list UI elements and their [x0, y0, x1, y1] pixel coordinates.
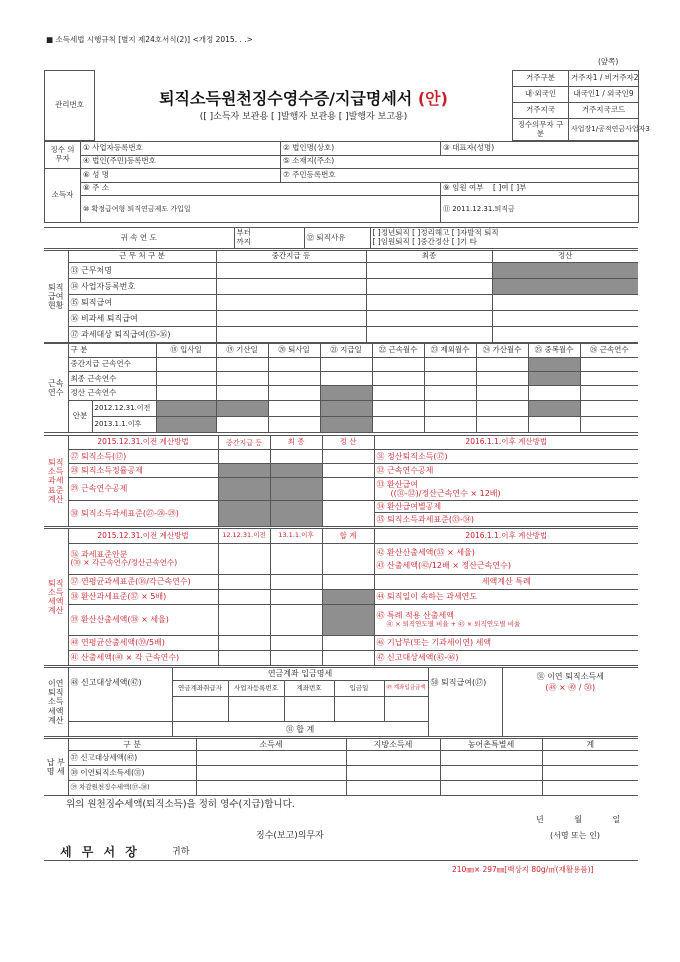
tc-row-40: ㊵ 연평균산출세액(㊴/5배) — [68, 635, 218, 650]
payer-address[interactable]: ⑤ 소재지(주소) — [281, 155, 639, 169]
tax-base-section — [44, 436, 68, 527]
tb-row-28: ㉘ 퇴직소득정률공제 — [68, 464, 218, 478]
reason-options[interactable] — [370, 228, 638, 249]
pension-header: 연금계좌 입금명세 — [172, 668, 428, 681]
col-service-months: ㉒ 근속월수 — [372, 344, 424, 358]
executive-flag[interactable] — [441, 182, 639, 196]
payer-type-value[interactable]: 사업장1/공적연금사업자3 — [569, 119, 639, 141]
tc-left-header: 2015.12.31.이전 계산방법 — [68, 529, 218, 544]
signature-note: (서명 또는 인) — [550, 831, 600, 840]
recipient-label: 소득자 — [45, 169, 81, 223]
recipient-rrn[interactable]: ⑦ 주민등록번호 — [281, 169, 639, 183]
tb-row-27: ㉗ 퇴직소득(⑰) — [68, 450, 218, 464]
pre-2012-pay[interactable]: ⑪ 2011.12.31.퇴직금 — [441, 196, 639, 223]
footer-divider — [44, 860, 638, 861]
pension-account-no: 계좌번호 — [284, 680, 334, 697]
recipient-name[interactable]: ⑥ 성 명 — [81, 169, 281, 183]
payment-row-54: ㊴ 차감원천징수세액(㊲-㊳) — [68, 781, 196, 796]
period-range[interactable] — [234, 228, 304, 249]
tb-row-31: ㉛ 정산퇴직소득(⑰) — [374, 450, 638, 464]
row-nontaxable: ⑯ 비과세 퇴직급여 — [68, 311, 216, 327]
tb-row-33 — [374, 478, 638, 500]
reason-other[interactable]: [ ]기 타 — [451, 237, 477, 246]
tb-right-header: 2016.1.1.이후 계산방법 — [374, 436, 638, 450]
row-settle-years: 정산 근속연수 — [68, 386, 156, 400]
nationality-value[interactable]: 내국인1 / 외국인9 — [569, 87, 639, 103]
tc-row-42-label: ㊷ 환산산출세액(㉟ × 세율) — [376, 547, 475, 557]
payment-row-53: ㊳ 이연퇴직소득세(㉛) — [68, 766, 196, 781]
payment-income-tax: 소득세 — [196, 739, 346, 751]
row-final-years: 최종 근속연수 — [68, 372, 156, 386]
col-added-months: ㉔ 가산월수 — [476, 344, 528, 358]
deferral-48: ㊽ 신고대상세액(㊼) — [68, 668, 172, 722]
col-excluded-months: ㉓ 제외월수 — [424, 344, 476, 358]
executive-label: ⑨ 임원 여부 — [443, 183, 484, 193]
tc-row-36-label: ㊱ 과세표준안분 — [70, 550, 128, 560]
reason-interim[interactable]: [ ]중간정산 — [412, 237, 450, 246]
tax-base-section-label: 퇴직 소득 과세 표준 계산 — [48, 458, 64, 504]
tax-calc-section — [44, 529, 68, 666]
form-title: 퇴직소득원천징수영수증/지급명세서 — [159, 88, 413, 108]
tax-calc-section-label: 퇴직 소득 세액 계산 — [48, 578, 64, 616]
reason-voluntary[interactable]: [ ]자발적 퇴직 — [451, 228, 499, 238]
tc-after-header: 13.1.1.이후 — [270, 529, 322, 544]
tb-row-33-formula: ((㉛-㉜)/정산근속연수 × 12배) — [390, 489, 501, 499]
period-table — [44, 227, 638, 249]
workplace-header: 근 무 처 구 분 — [68, 251, 216, 263]
form-subtitle: ([ ]소득자 보관용 [ ]발행자 보관용 [ ]발행자 보고용) — [199, 111, 408, 122]
tc-row-36 — [68, 544, 218, 574]
deferral-50: ㊿ 퇴직급여(⑰) — [428, 668, 502, 737]
col-leave-date: ⑳ 퇴사일 — [268, 344, 320, 358]
tc-row-46: ㊻ 기납부(또는 기과세이연) 세액 — [374, 635, 638, 650]
tb-row-30: ㉚ 퇴직소득과세표준(㉗-㉘-㉙) — [68, 500, 218, 526]
mgmt-no-label: 관리번호 — [45, 71, 95, 141]
row-taxable: ⑰ 과세대상 퇴직급여(⑮-⑯) — [68, 327, 216, 343]
tc-row-44: ㊹ 퇴직일이 속하는 과세연도 — [374, 589, 638, 604]
tb-row-32: ㉜ 근속연수공제 — [374, 464, 638, 478]
row-apportion-after: 2013.1.1.이후 — [92, 416, 156, 432]
reason-layoff[interactable]: [ ]정리해고 — [412, 228, 450, 238]
col-pay-date: ㉑ 지급일 — [320, 344, 372, 358]
period-from: 부터 — [236, 228, 251, 238]
tb-interim-header: 중간지급 등 — [218, 436, 270, 450]
residence-value[interactable]: 거주자1 / 비거주자2 — [569, 71, 639, 87]
deferral-51 — [502, 668, 638, 737]
reason-executive[interactable]: [ ]임원퇴직 — [372, 237, 410, 246]
row-apportion: 안분 — [68, 400, 92, 432]
form-reference: ■ 소득세법 시행규칙 [별지 제24호서식(2)] <개정 2015. . .> — [46, 35, 253, 44]
payment-gubun: 구 분 — [68, 739, 196, 751]
tc-row-43-label: ㊸ 산출세액(㊷/12배 × 정산근속연수) — [376, 560, 511, 570]
tax-base-table — [44, 435, 638, 527]
tc-row-45-label: ㊺ 특례 적용 산출세액 — [376, 611, 454, 621]
tc-row-38: ㊳ 환산과세표준(㊲ × 5배) — [68, 589, 218, 604]
retirement-pay-table — [44, 250, 638, 343]
country-code[interactable]: 거주지국코드 — [569, 103, 639, 119]
party-table — [44, 141, 639, 223]
tb-left-header: 2015.12.31.이전 계산방법 — [68, 436, 218, 450]
executive-options[interactable]: [ ]여 [ ]부 — [493, 183, 527, 193]
col-start-date: ⑲ 기산일 — [216, 344, 268, 358]
retirement-pay-section: 퇴직 급여 현황 — [44, 251, 68, 343]
payment-table — [44, 738, 638, 796]
payer-type-label: 징수의무자 구분 — [513, 119, 569, 141]
tc-row-45-formula: ㊶ × 퇴직연도별 비율 + ㊸ × 퇴직연도별 비율 — [386, 619, 521, 628]
deferral-table — [44, 667, 638, 737]
row-interim-years: 중간지급 근속연수 — [68, 358, 156, 372]
payment-total: 계 — [542, 739, 638, 751]
final-header: 최종 — [366, 251, 492, 263]
tc-row-45 — [374, 605, 638, 635]
reason-label: ⑫ 퇴직사유 — [304, 228, 370, 249]
header-table — [44, 70, 650, 141]
pension-deposit-amount: ㊾ 계좌입금금액 — [384, 680, 428, 697]
tb-final-header: 최 종 — [270, 436, 322, 450]
period-to: 까지 — [236, 237, 251, 246]
col-hire-date: ⑱ 입사일 — [156, 344, 216, 358]
tc-special-header: 세액계산 특례 — [374, 574, 638, 589]
service-years-section: 근속 연수 — [44, 344, 68, 433]
deferral-51-label: ㉛ 이연 퇴직소득세 — [536, 672, 604, 681]
payment-row-52: ㊲ 신고대상세액(㊼) — [68, 751, 196, 766]
settlement-header: 정산 — [492, 251, 638, 263]
tax-office: 세 무 서 장 — [60, 845, 140, 859]
payment-section: 납 부 명 세 — [44, 739, 68, 796]
reason-retire-age[interactable]: [ ]정년퇴직 — [372, 228, 410, 238]
interim-header: 중간지급 등 — [216, 251, 366, 263]
tb-row-33-label: ㉝ 환산급여 — [376, 479, 418, 489]
tc-row-47: ㊼ 신고대상세액(㊺-㊻) — [374, 650, 638, 665]
nationality-label: 내·외국인 — [513, 87, 569, 103]
payer-signature-label: 징수(보고)의무자 — [256, 831, 324, 841]
issue-date[interactable]: 년 월 일 — [536, 815, 635, 824]
period-label: 귀 속 연 도 — [44, 228, 234, 249]
row-apportion-before: 2012.12.31.이전 — [92, 400, 156, 416]
corp-reg-no[interactable]: ④ 법인(주민)등록번호 — [81, 155, 281, 169]
recipient-address[interactable]: ⑧ 주 소 — [81, 182, 441, 196]
row-biz-no: ⑭ 사업자등록번호 — [68, 279, 216, 295]
tb-row-35: ㉟ 퇴직소득과세표준(㉝-㉞) — [374, 512, 638, 526]
tc-row-36-formula: (㉚ × 각근속연수/정산근속연수) — [70, 558, 178, 568]
title-cell — [95, 71, 513, 141]
pension-deposit-date: 입금일 — [334, 680, 384, 697]
ceo-name[interactable]: ③ 대표자(성명) — [441, 142, 639, 156]
pension-provider: 연금계좌취급자 — [172, 680, 228, 697]
confirm-statement: 위의 원천징수세액(퇴직소득)을 정히 영수(지급)합니다. — [66, 799, 295, 810]
tc-row-39: ㊴ 환산산출세액(㊳ × 세율) — [68, 605, 218, 635]
pension-biz-no: 사업자등록번호 — [228, 680, 284, 697]
tb-settle-header: 정 산 — [322, 436, 374, 450]
col-service-years: ㉖ 근속연수 — [580, 344, 638, 358]
tc-before-header: 12.12.31.이전 — [218, 529, 270, 544]
service-years-table — [44, 343, 638, 433]
deferral-total: ㉛ 합 계 — [172, 722, 428, 737]
tc-row-41: ㊶ 산출세액(㊵ × 각 근속연수) — [68, 650, 218, 665]
deferral-51-formula: (㊽ × ㊾ / ㊿) — [545, 683, 596, 693]
residence-label: 거주구분 — [513, 71, 569, 87]
sy-gubun-header: 구 분 — [68, 344, 156, 358]
tc-right-header: 2016.1.1.이후 계산방법 — [374, 529, 638, 544]
payer-label: 징수 의무자 — [45, 142, 81, 169]
draft-mark: (안) — [417, 88, 448, 108]
country-label: 거주지국 — [513, 103, 569, 119]
payment-local-tax: 지방소득세 — [346, 739, 440, 751]
tc-row-37: ㊲ 연평균과세표준(㊱/각근속연수) — [68, 574, 218, 589]
tc-row-42 — [374, 544, 638, 574]
db-pension-date[interactable]: ⑩ 확정급여형 퇴직연금제도 가입일 — [81, 196, 441, 223]
paper-spec: 210㎜× 297㎜[백상지 80g/㎡(재활용품)] — [452, 865, 594, 874]
payment-rural-tax: 농어촌특별세 — [440, 739, 542, 751]
tax-calc-table — [44, 528, 638, 666]
biz-reg-no[interactable]: ① 사업자등록번호 — [81, 142, 281, 156]
tb-row-34: ㉞ 환산급여별공제 — [374, 500, 638, 512]
tc-sum-header: 합 계 — [322, 529, 374, 544]
col-overlap-months: ㉕ 중복월수 — [528, 344, 580, 358]
tb-row-29: ㉙ 근속연수공제 — [68, 478, 218, 500]
corp-name[interactable]: ② 법인명(상호) — [281, 142, 441, 156]
honorific: 귀하 — [172, 847, 190, 857]
row-retirement-pay: ⑮ 퇴직급여 — [68, 295, 216, 311]
row-workplace: ⑬ 근무처명 — [68, 263, 216, 279]
page-side: (앞쪽) — [598, 57, 619, 66]
deferral-section: 이연 퇴직 소득 세액 계산 — [44, 668, 68, 737]
